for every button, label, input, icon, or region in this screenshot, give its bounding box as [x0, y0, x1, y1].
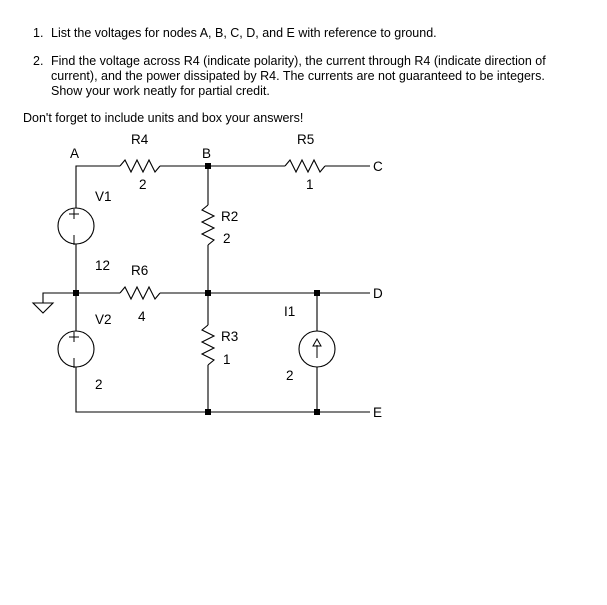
junction-d-right	[314, 290, 320, 296]
v2-value: 2	[95, 377, 103, 392]
r2-name: R2	[221, 209, 239, 224]
r5-name: R5	[297, 132, 315, 147]
junction-a	[73, 290, 79, 296]
node-a-label: A	[70, 146, 80, 161]
ground-wire	[43, 293, 76, 303]
junction-e-mid	[205, 409, 211, 415]
r5-value: 1	[306, 177, 314, 192]
resistor-r5-symbol	[285, 160, 325, 172]
voltage-source-v2	[58, 331, 94, 367]
v2-name: V2	[95, 312, 112, 327]
question-2-line-2: current), and the power dissipated by R4. The currents are not guaranteed to be integers.	[51, 69, 545, 83]
junction-d-mid	[205, 290, 211, 296]
i1-value: 2	[286, 368, 294, 383]
r3-value: 1	[223, 352, 231, 367]
node-b-label: B	[202, 146, 212, 161]
question-2-number: 2.	[33, 54, 44, 68]
question-2-line-1: Find the voltage across R4 (indicate polarity), the current through R4 (indicate direction of	[51, 54, 546, 68]
junction-e-right	[314, 409, 320, 415]
r6-value: 4	[138, 309, 146, 324]
reminder-note: Don't forget to include units and box your answers!	[23, 111, 304, 125]
resistor-r2-symbol	[202, 205, 214, 245]
node-d-label: D	[373, 286, 383, 301]
question-1-number: 1.	[33, 26, 44, 40]
r3-name: R3	[221, 329, 239, 344]
resistor-r4-symbol	[120, 160, 160, 172]
v1-name: V1	[95, 189, 112, 204]
r2-value: 2	[223, 231, 231, 246]
node-c-label: C	[373, 159, 383, 174]
question-2-line-3: Show your work neatly for partial credit.	[51, 84, 270, 98]
r6-name: R6	[131, 263, 149, 278]
resistor-r3-symbol	[202, 325, 214, 365]
v1-value: 12	[95, 258, 111, 273]
node-e-label: E	[373, 405, 383, 420]
resistor-r6-symbol	[120, 287, 160, 299]
ground-symbol	[33, 303, 53, 313]
i1-name: I1	[284, 304, 296, 319]
r4-value: 2	[139, 177, 147, 192]
voltage-source-v1	[58, 208, 94, 244]
question-1-text: List the voltages for nodes A, B, C, D, and E with reference to ground.	[51, 26, 437, 40]
r4-name: R4	[131, 132, 149, 147]
junction-b	[205, 163, 211, 169]
